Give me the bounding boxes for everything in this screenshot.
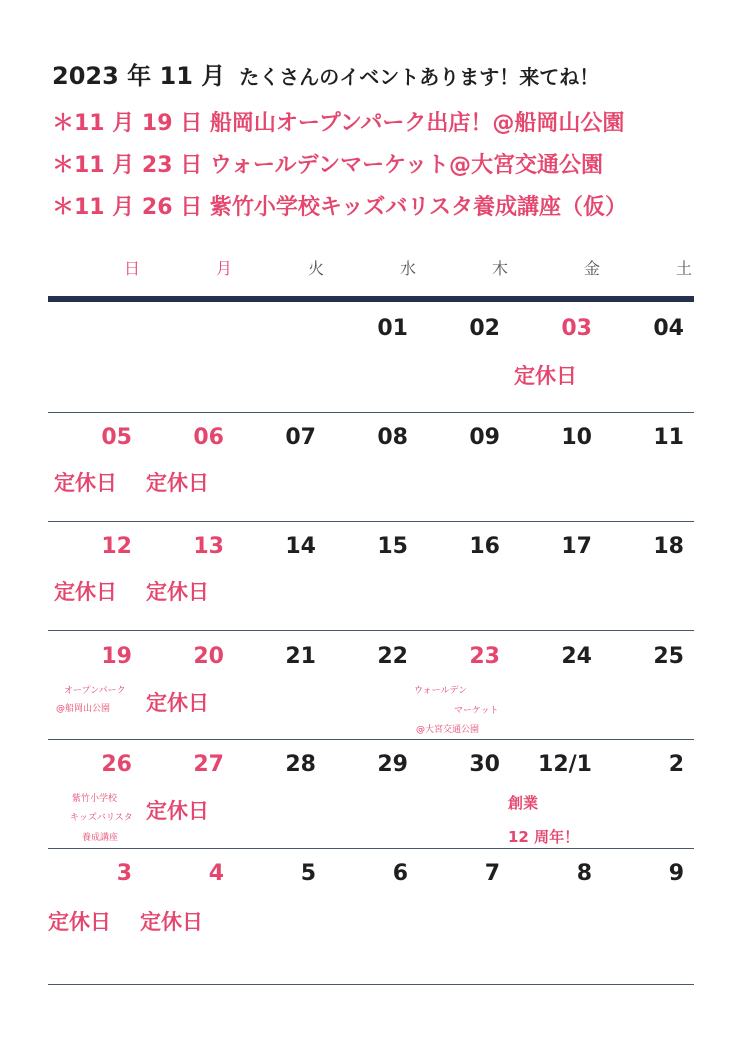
day-number: 12/1 bbox=[538, 752, 592, 777]
day-number: 6 bbox=[392, 861, 408, 886]
weekday-header bbox=[48, 256, 694, 282]
page-title bbox=[52, 56, 732, 91]
day-number: 01 bbox=[377, 316, 408, 341]
event-note-walden-market: マーケット bbox=[454, 706, 499, 716]
day-number: 9 bbox=[668, 861, 684, 886]
closed-day-label: 定休日 bbox=[514, 364, 577, 388]
title-month: 2023 年 11 月 bbox=[52, 62, 226, 90]
week-divider bbox=[48, 739, 694, 740]
day-number: 4 bbox=[208, 861, 224, 886]
day-number: 02 bbox=[469, 316, 500, 341]
weekday-wed: 水 bbox=[399, 259, 416, 278]
day-number: 04 bbox=[653, 316, 684, 341]
week-divider bbox=[48, 521, 694, 522]
day-number: 19 bbox=[101, 644, 132, 669]
week-divider bbox=[48, 630, 694, 631]
weekday-sun: 日 bbox=[123, 259, 140, 278]
closed-day-label: 定休日 bbox=[140, 910, 203, 934]
day-number: 15 bbox=[377, 534, 408, 559]
weekday-thu: 木 bbox=[491, 259, 508, 278]
day-number: 7 bbox=[484, 861, 500, 886]
day-number: 03 bbox=[561, 316, 592, 341]
weekday-fri: 金 bbox=[583, 259, 600, 278]
closed-day-label: 定休日 bbox=[54, 471, 117, 495]
closed-day-label: 定休日 bbox=[54, 580, 117, 604]
closed-day-label: 定休日 bbox=[48, 910, 111, 934]
day-number: 28 bbox=[285, 752, 316, 777]
weekday-mon: 月 bbox=[215, 259, 232, 278]
weekday-sat: 土 bbox=[675, 259, 692, 278]
day-number: 17 bbox=[561, 534, 592, 559]
day-number: 29 bbox=[377, 752, 408, 777]
week-divider bbox=[48, 412, 694, 413]
anniversary-note: 創業 bbox=[508, 794, 539, 812]
day-number: 21 bbox=[285, 644, 316, 669]
event-note-openpark: オープンパーク bbox=[64, 686, 126, 696]
weekday-tue: 火 bbox=[307, 259, 324, 278]
closed-day-label: 定休日 bbox=[146, 799, 209, 823]
day-number: 05 bbox=[101, 425, 132, 450]
day-number: 26 bbox=[101, 752, 132, 777]
closed-day-label: 定休日 bbox=[146, 691, 209, 715]
day-number: 2 bbox=[668, 752, 684, 777]
day-number: 24 bbox=[561, 644, 592, 669]
day-number: 09 bbox=[469, 425, 500, 450]
day-number: 14 bbox=[285, 534, 316, 559]
day-number: 22 bbox=[377, 644, 408, 669]
day-number: 20 bbox=[193, 644, 224, 669]
day-number: 18 bbox=[653, 534, 684, 559]
day-number: 5 bbox=[300, 861, 316, 886]
title-tagline: たくさんのイベントあります！来てね！ bbox=[239, 65, 600, 89]
day-number: 10 bbox=[561, 425, 592, 450]
event-line-barista-class: ＊11 月 26 日 紫竹小学校キッズバリスタ養成講座（仮） bbox=[52, 195, 627, 220]
day-number: 08 bbox=[377, 425, 408, 450]
header-divider-bar bbox=[48, 296, 694, 302]
day-number: 13 bbox=[193, 534, 224, 559]
day-number: 06 bbox=[193, 425, 224, 450]
day-number: 07 bbox=[285, 425, 316, 450]
closed-day-label: 定休日 bbox=[146, 580, 209, 604]
event-note-barista-course: 養成講座 bbox=[82, 833, 119, 843]
day-number: 3 bbox=[116, 861, 132, 886]
anniversary-note-years: 12 周年！ bbox=[508, 828, 580, 846]
day-number: 30 bbox=[469, 752, 500, 777]
event-note-barista-title: キッズバリスタ bbox=[70, 813, 133, 823]
closed-day-label: 定休日 bbox=[146, 471, 209, 495]
day-number: 12 bbox=[101, 534, 132, 559]
week-divider bbox=[48, 848, 694, 849]
event-line-openpark: ＊11 月 19 日 船岡山オープンパーク出店！@船岡山公園 bbox=[52, 111, 625, 136]
week-divider bbox=[48, 984, 694, 985]
day-number: 23 bbox=[469, 644, 500, 669]
day-number: 11 bbox=[653, 425, 684, 450]
day-number: 8 bbox=[576, 861, 592, 886]
day-number: 25 bbox=[653, 644, 684, 669]
day-number: 16 bbox=[469, 534, 500, 559]
event-note-walden: ウォールデン bbox=[414, 686, 468, 696]
event-note-walden-place: @大宮交通公園 bbox=[416, 725, 480, 735]
event-note-barista-school: 紫竹小学校 bbox=[72, 794, 118, 804]
day-number: 27 bbox=[193, 752, 224, 777]
event-note-openpark-place: @船岡山公園 bbox=[56, 704, 111, 714]
event-line-walden-market: ＊11 月 23 日 ウォールデンマーケット@大宮交通公園 bbox=[52, 153, 604, 178]
